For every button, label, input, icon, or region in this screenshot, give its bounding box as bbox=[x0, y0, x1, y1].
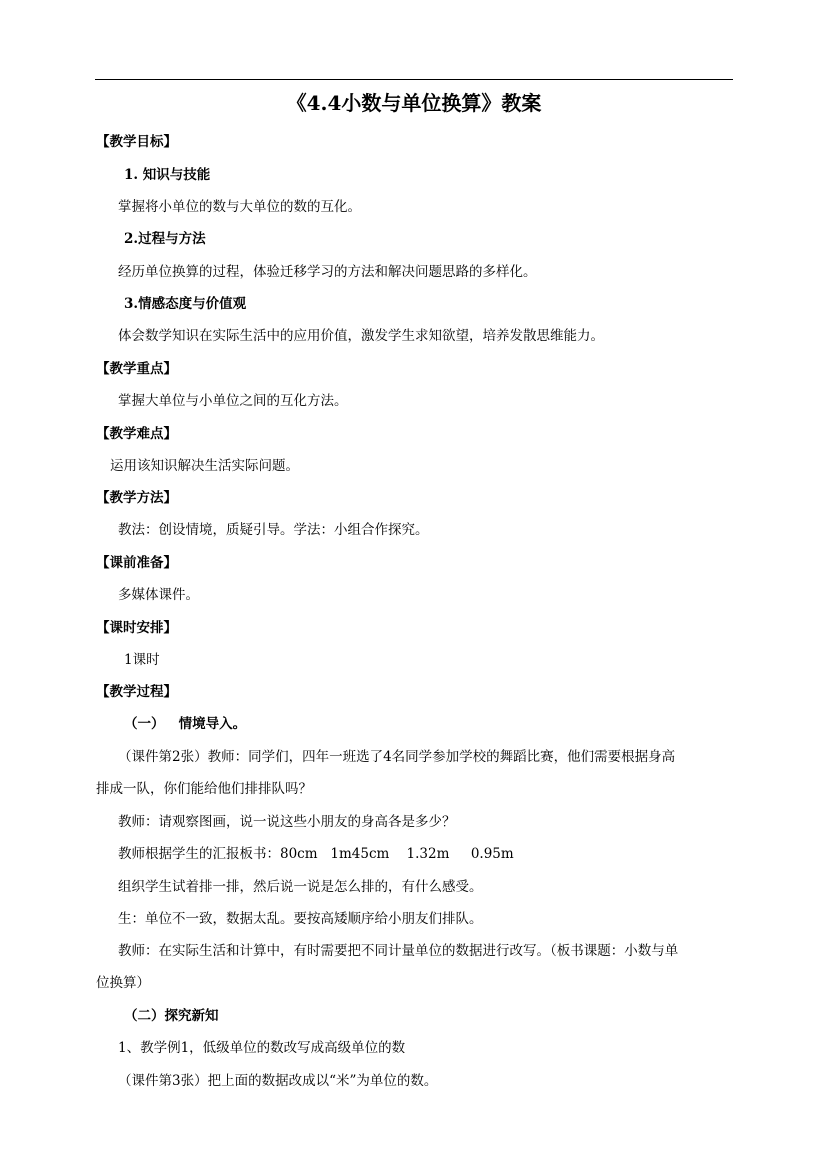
paragraph-attitude: 体会数学知识在实际生活中的应用价值，激发学生求知欲望，培养发散思维能力。 bbox=[118, 328, 604, 344]
paragraph-key: 掌握大单位与小单位之间的互化方法。 bbox=[118, 393, 348, 409]
section-heading-key: 【教学重点】 bbox=[96, 361, 177, 377]
subheading-knowledge: 1. 知识与技能 bbox=[124, 167, 211, 183]
subheading-attitude: 3.情感态度与价值观 bbox=[124, 296, 247, 312]
paragraph-situation-4: 组织学生试着排一排，然后说一说是怎么排的，有什么感受。 bbox=[118, 879, 483, 895]
paragraph-situation-5: 生：单位不一致，数据太乱。要按高矮顺序给小朋友们排队。 bbox=[118, 911, 483, 927]
paragraph-situation-1-cont: 排成一队，你们能给他们排排队吗？ bbox=[96, 781, 312, 797]
section-heading-prep: 【课前准备】 bbox=[96, 555, 177, 571]
paragraph-time: 1课时 bbox=[124, 652, 160, 668]
subheading-situation: （一） 情境导入。 bbox=[124, 716, 247, 732]
paragraph-explore-1: 1、教学例1，低级单位的数改写成高级单位的数 bbox=[118, 1040, 406, 1056]
paragraph-process: 经历单位换算的过程，体验迁移学习的方法和解决问题思路的多样化。 bbox=[118, 264, 537, 280]
paragraph-knowledge: 掌握将小单位的数与大单位的数的互化。 bbox=[118, 199, 361, 215]
section-heading-time: 【课时安排】 bbox=[96, 620, 177, 636]
paragraph-situation-6-cont: 位换算） bbox=[96, 975, 150, 991]
paragraph-situation-3: 教师根据学生的汇报板书：80cm 1m45cm 1.32m 0.95m bbox=[118, 846, 514, 862]
section-heading-difficulty: 【教学难点】 bbox=[96, 426, 177, 442]
paragraph-situation-6: 教师：在实际生活和计算中，有时需要把不同计量单位的数据进行改写。（板书课题：小数与单 bbox=[118, 943, 679, 959]
paragraph-situation-2: 教师：请观察图画，说一说这些小朋友的身高各是多少？ bbox=[118, 814, 456, 830]
paragraph-prep: 多媒体课件。 bbox=[118, 587, 199, 603]
paragraph-explore-2: （课件第3张）把上面的数据改成以“米”为单位的数。 bbox=[118, 1073, 438, 1089]
paragraph-difficulty: 运用该知识解决生活实际问题。 bbox=[110, 458, 299, 474]
section-heading-process-steps: 【教学过程】 bbox=[96, 684, 177, 700]
section-heading-method: 【教学方法】 bbox=[96, 490, 177, 506]
paragraph-method: 教法：创设情境，质疑引导。学法：小组合作探究。 bbox=[118, 522, 429, 538]
page-title: 《4.4小数与单位换算》教案 bbox=[286, 91, 542, 115]
section-heading-goals: 【教学目标】 bbox=[96, 134, 177, 150]
header-rule bbox=[95, 79, 733, 80]
paragraph-situation-1: （课件第2张）教师：同学们，四年一班选了4名同学参加学校的舞蹈比赛，他们需要根据身高 bbox=[118, 749, 676, 765]
subheading-explore: （二）探究新知 bbox=[124, 1008, 219, 1024]
subheading-process: 2.过程与方法 bbox=[124, 231, 206, 247]
